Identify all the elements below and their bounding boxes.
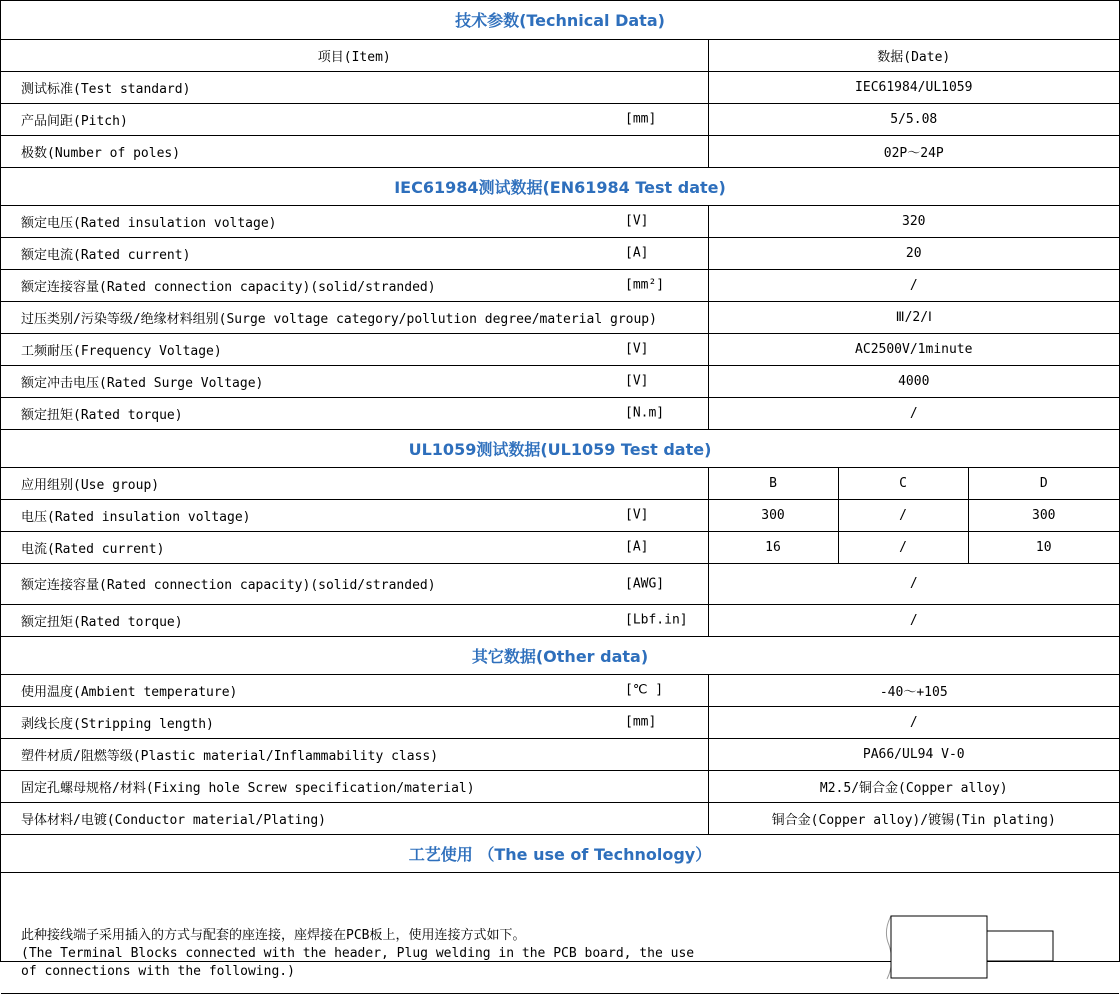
row-unit: [mm²] (625, 277, 665, 293)
section-row-technical (1, 1, 1119, 39)
row-value: IEC61984/UL1059 (708, 71, 1119, 103)
row-value: / (708, 269, 1119, 301)
row-unit: [V] (625, 213, 649, 229)
technology-note-line1: 此种接线端子采用插入的方式与配套的座连接，座焊接在PCB板上，使用连接方式如下。 (21, 927, 526, 943)
group-d: D (968, 467, 1119, 499)
table-row (1, 71, 1119, 103)
technology-cell (1, 872, 1119, 993)
header-shape (987, 931, 1053, 961)
table-row (1, 135, 1119, 167)
table-row (1, 397, 1119, 429)
row-label: 应用组别(Use group) (1, 467, 708, 499)
plug-body-shape (891, 916, 987, 978)
table-row (1, 706, 1119, 738)
row-value: / (708, 604, 1119, 636)
row-unit: [℃ ] (625, 682, 664, 698)
row-value-c: / (838, 531, 968, 563)
section-title-technology: 工艺使用 （The use of Technology） (1, 834, 1119, 872)
row-label (1, 706, 708, 738)
technology-note-line2: (The Terminal Blocks connected with the header, Plug welding in the PCB board, the use (21, 945, 695, 961)
row-value-c: / (838, 499, 968, 531)
row-value: 20 (708, 237, 1119, 269)
row-value: / (708, 706, 1119, 738)
row-label-text: 塑件材质/阻燃等级(Plastic material/Inflammability class) (21, 748, 439, 764)
technology-row (1, 872, 1119, 993)
section-row-technology (1, 834, 1119, 872)
row-label (1, 135, 708, 167)
row-value-d: 300 (968, 499, 1119, 531)
table-row (1, 738, 1119, 770)
row-value: 320 (708, 205, 1119, 237)
row-value: 02P～24P (708, 135, 1119, 167)
table-row (1, 563, 1119, 604)
table-row (1, 499, 1119, 531)
row-unit: [V] (625, 373, 649, 389)
row-label-text: 测试标准(Test standard) (21, 81, 191, 97)
row-value: 4000 (708, 365, 1119, 397)
row-label (1, 365, 708, 397)
row-label (1, 738, 708, 770)
technology-note-line3: of connections with the following.) (21, 963, 295, 979)
row-label-text: 额定冲击电压(Rated Surge Voltage) (21, 375, 264, 391)
table-row (1, 333, 1119, 365)
row-label (1, 397, 708, 429)
row-label-text: 额定电流(Rated current) (21, 247, 191, 263)
row-value: Ⅲ/2/Ⅰ (708, 301, 1119, 333)
row-label-text: 额定扭矩(Rated torque) (21, 407, 183, 423)
table-row (1, 674, 1119, 706)
row-unit: [mm] (625, 111, 657, 127)
row-unit: [A] (625, 245, 649, 261)
table-row (1, 531, 1119, 563)
row-value: 5/5.08 (708, 103, 1119, 135)
header-row (1, 39, 1119, 71)
header-data: 数据(Date) (708, 39, 1119, 71)
row-label-text: 使用温度(Ambient temperature) (21, 684, 238, 700)
row-value: AC2500V/1minute (708, 333, 1119, 365)
section-title-other: 其它数据(Other data) (1, 636, 1119, 674)
row-unit: [Lbf.in] (625, 612, 688, 628)
table-row (1, 269, 1119, 301)
table-row (1, 103, 1119, 135)
row-value-b: 16 (708, 531, 838, 563)
row-unit: [N.m] (625, 405, 665, 421)
section-row-other (1, 636, 1119, 674)
row-value-d: 10 (968, 531, 1119, 563)
section-title-iec: IEC61984测试数据(EN61984 Test date) (1, 167, 1119, 205)
row-unit: [mm] (625, 714, 657, 730)
row-value-b: 300 (708, 499, 838, 531)
row-value: / (708, 563, 1119, 604)
row-value: PA66/UL94 V-0 (708, 738, 1119, 770)
section-title-technical: 技术参数(Technical Data) (1, 1, 1119, 39)
row-label-text: 导体材料/电镀(Conductor material/Plating) (21, 812, 326, 828)
row-label-text: 固定孔螺母规格/材料(Fixing hole Screw specification/material) (21, 780, 475, 796)
row-value: -40～+105 (708, 674, 1119, 706)
row-value: / (708, 397, 1119, 429)
row-label-text: 额定电压(Rated insulation voltage) (21, 215, 277, 231)
row-value: M2.5/铜合金(Copper alloy) (708, 770, 1119, 802)
section-title-ul: UL1059测试数据(UL1059 Test date) (1, 429, 1119, 467)
header-item: 项目(Item) (1, 39, 708, 71)
row-label-text: 额定扭矩(Rated torque) (21, 614, 183, 630)
row-label (1, 770, 708, 802)
row-label (1, 674, 708, 706)
connector-diagram-icon (879, 915, 1059, 981)
row-label-text: 过压类别/污染等级/绝缘材料组别(Surge voltage category/pollution degree/material group) (21, 311, 657, 327)
row-unit: [A] (625, 539, 649, 555)
technology-note (21, 927, 694, 981)
row-label (1, 205, 708, 237)
row-label (1, 301, 708, 333)
row-label (1, 333, 708, 365)
row-label (1, 604, 708, 636)
table-row (1, 770, 1119, 802)
row-label (1, 269, 708, 301)
row-label-text: 产品间距(Pitch) (21, 113, 128, 129)
row-label-text: 电流(Rated current) (21, 541, 165, 557)
row-label (1, 71, 708, 103)
row-label (1, 563, 708, 604)
row-unit: [V] (625, 507, 649, 523)
row-label (1, 237, 708, 269)
group-b: B (708, 467, 838, 499)
row-label (1, 802, 708, 834)
section-row-iec (1, 167, 1119, 205)
row-label (1, 103, 708, 135)
table-row (1, 237, 1119, 269)
row-label-text: 电压(Rated insulation voltage) (21, 509, 251, 525)
row-label-text: 额定连接容量(Rated connection capacity)(solid/stranded) (21, 279, 436, 295)
row-label (1, 531, 708, 563)
section-row-ul (1, 429, 1119, 467)
table-row (1, 802, 1119, 834)
spec-table (1, 1, 1119, 994)
row-value: 铜合金(Copper alloy)/镀锡(Tin plating) (708, 802, 1119, 834)
row-label-text: 额定连接容量(Rated connection capacity)(solid/stranded) (21, 578, 436, 593)
group-c: C (838, 467, 968, 499)
row-label-text: 剥线长度(Stripping length) (21, 716, 214, 732)
table-row (1, 205, 1119, 237)
row-label-text: 工频耐压(Frequency Voltage) (21, 343, 222, 359)
row-unit: [AWG] (625, 576, 665, 591)
row-unit: [V] (625, 341, 649, 357)
row-label-text: 极数(Number of poles) (21, 145, 181, 161)
table-row (1, 365, 1119, 397)
table-row (1, 467, 1119, 499)
row-label (1, 499, 708, 531)
table-row (1, 301, 1119, 333)
table-row (1, 604, 1119, 636)
